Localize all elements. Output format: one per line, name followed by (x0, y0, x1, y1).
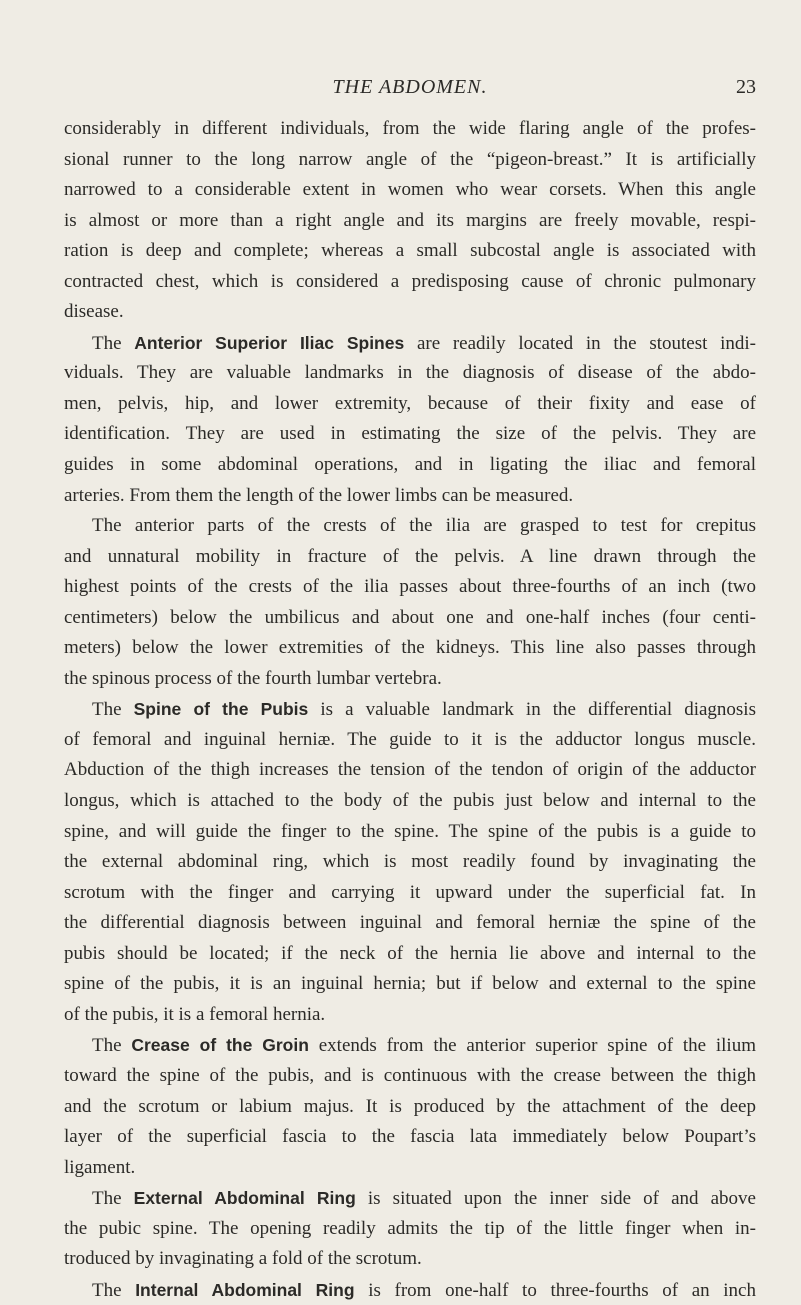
line-text: contracted chest, which is considered a predisposing cause of chronic pulmonary (64, 270, 756, 292)
line-text: extends from the anterior superior spine of the ilium (308, 1035, 756, 1057)
line-text: is situated upon the inner side of and above (355, 1188, 756, 1210)
line-text: considerably in different individuals, from the wide flaring angle of the profes- (64, 118, 756, 139)
section-heading: Internal Abdominal Ring (135, 1279, 355, 1300)
text-line (64, 939, 756, 970)
line-text: longus, which is attached to the body of the pubis just below and internal to the (64, 790, 756, 812)
line-lead: The (92, 1188, 134, 1210)
line-text: of the pubis, it is a femoral hernia. (64, 1003, 326, 1025)
line-text: ration is deep and complete; whereas a small subcostal angle is associated with (64, 240, 756, 262)
text-line (64, 1092, 756, 1123)
body-text (64, 114, 756, 1305)
text-line (64, 1000, 756, 1031)
text-line (64, 419, 756, 450)
line-text: scrotum with the finger and carrying it upward under the superficial fat. In (64, 881, 756, 903)
text-line (64, 1244, 756, 1275)
text-line (64, 878, 756, 909)
text-line (64, 297, 756, 328)
text-line (64, 450, 756, 481)
page-number: 23 (736, 76, 756, 98)
line-text: is from one-half to three-fourths of an inch (354, 1279, 756, 1301)
line-lead: The (92, 332, 135, 354)
text-line (64, 267, 756, 298)
text-line (64, 1275, 756, 1305)
text-line (64, 175, 756, 206)
text-line (64, 389, 756, 420)
line-text: and the scrotum or labium majus. It is produced by the attachment of the deep (64, 1095, 756, 1117)
line-text: meters) below the lower extremities of the kidneys. This line also passes through (64, 637, 756, 659)
line-lead: The (92, 1279, 136, 1301)
line-text: Abduction of the thigh increases the tension of the tendon of origin of the adductor (64, 759, 756, 781)
text-line (64, 908, 756, 939)
line-text: and unnatural mobility in fracture of the pelvis. A line drawn through the (64, 545, 756, 567)
line-text: the external abdominal ring, which is most readily found by invaginating the (64, 851, 756, 873)
section-heading: Spine of the Pubis (133, 699, 309, 720)
line-text: identification. They are used in estimating the size of the pelvis. They are (64, 423, 756, 445)
line-text: The anterior parts of the crests of the ilia are grasped to test for crepitus (92, 515, 756, 537)
text-line (64, 1061, 756, 1092)
text-line (64, 328, 756, 359)
line-text: centimeters) below the umbilicus and about one and one-half inches (four centi- (64, 606, 756, 628)
running-title: THE ABDOMEN. (332, 76, 488, 98)
line-text: toward the spine of the pubis, and is continuous with the crease between the thigh (64, 1064, 756, 1086)
line-text: are readily located in the stoutest indi- (404, 332, 756, 354)
section-heading: Anterior Superior Iliac Spines (134, 332, 405, 353)
line-text: layer of the superficial fascia to the fascia lata immediately below Poupart’s (64, 1126, 756, 1148)
text-line (64, 145, 756, 176)
text-line (64, 481, 756, 512)
line-text: the differential diagnosis between inguinal and femoral herniæ the spine of the (64, 912, 756, 934)
line-text: narrowed to a considerable extent in women who wear corsets. When this angle (64, 179, 756, 201)
text-line (64, 1214, 756, 1245)
text-line (64, 542, 756, 573)
text-line (64, 725, 756, 756)
text-line (64, 1153, 756, 1184)
text-line (64, 1183, 756, 1214)
text-line (64, 969, 756, 1000)
line-text: troduced by invaginating a fold of the scrotum. (64, 1248, 422, 1270)
text-line (64, 358, 756, 389)
text-line (64, 236, 756, 267)
text-line (64, 786, 756, 817)
line-text: pubis should be located; if the neck of the hernia lie above and internal to the (64, 942, 756, 964)
text-line (64, 633, 756, 664)
line-text: spine of the pubis, it is an inguinal hernia; but if below and external to the spine (64, 973, 756, 995)
text-line (64, 603, 756, 634)
section-heading: External Abdominal Ring (133, 1188, 356, 1209)
text-line (64, 664, 756, 695)
text-line (64, 1122, 756, 1153)
line-lead: The (92, 1035, 132, 1057)
text-line (64, 847, 756, 878)
line-text: guides in some abdominal operations, and in ligating the iliac and femoral (64, 454, 756, 476)
line-text: disease. (64, 301, 124, 323)
line-lead: The (92, 699, 134, 721)
line-text: viduals. They are valuable landmarks in the diagnosis of disease of the abdo- (64, 362, 756, 384)
line-text: arteries. From them the length of the lower limbs can be measured. (64, 484, 574, 506)
line-text: ligament. (64, 1156, 136, 1178)
line-text: sional runner to the long narrow angle of the “pigeon-breast.” It is artificially (64, 148, 756, 170)
line-text: is a valuable landmark in the differential diagnosis (308, 699, 756, 721)
line-text: of femoral and inguinal herniæ. The guide to it is the adductor longus muscle. (64, 728, 756, 750)
text-line (64, 817, 756, 848)
line-text: the pubic spine. The opening readily admits the tip of the little finger when in- (64, 1217, 756, 1239)
text-line (64, 511, 756, 542)
text-line (64, 694, 756, 725)
text-line (64, 114, 756, 145)
section-heading: Crease of the Groin (131, 1035, 309, 1056)
text-line (64, 755, 756, 786)
line-text: is almost or more than a right angle and its margins are freely movable, respi- (64, 209, 756, 231)
line-text: highest points of the crests of the ilia passes about three-fourths of an inch (two (64, 576, 756, 598)
line-text: the spinous process of the fourth lumbar vertebra. (64, 667, 442, 689)
text-line (64, 206, 756, 237)
running-header (64, 76, 756, 106)
line-text: men, pelvis, hip, and lower extremity, because of their fixity and ease of (64, 392, 756, 414)
text-line (64, 1030, 756, 1061)
line-text: spine, and will guide the finger to the spine. The spine of the pubis is a guide to (64, 820, 756, 842)
text-line (64, 572, 756, 603)
